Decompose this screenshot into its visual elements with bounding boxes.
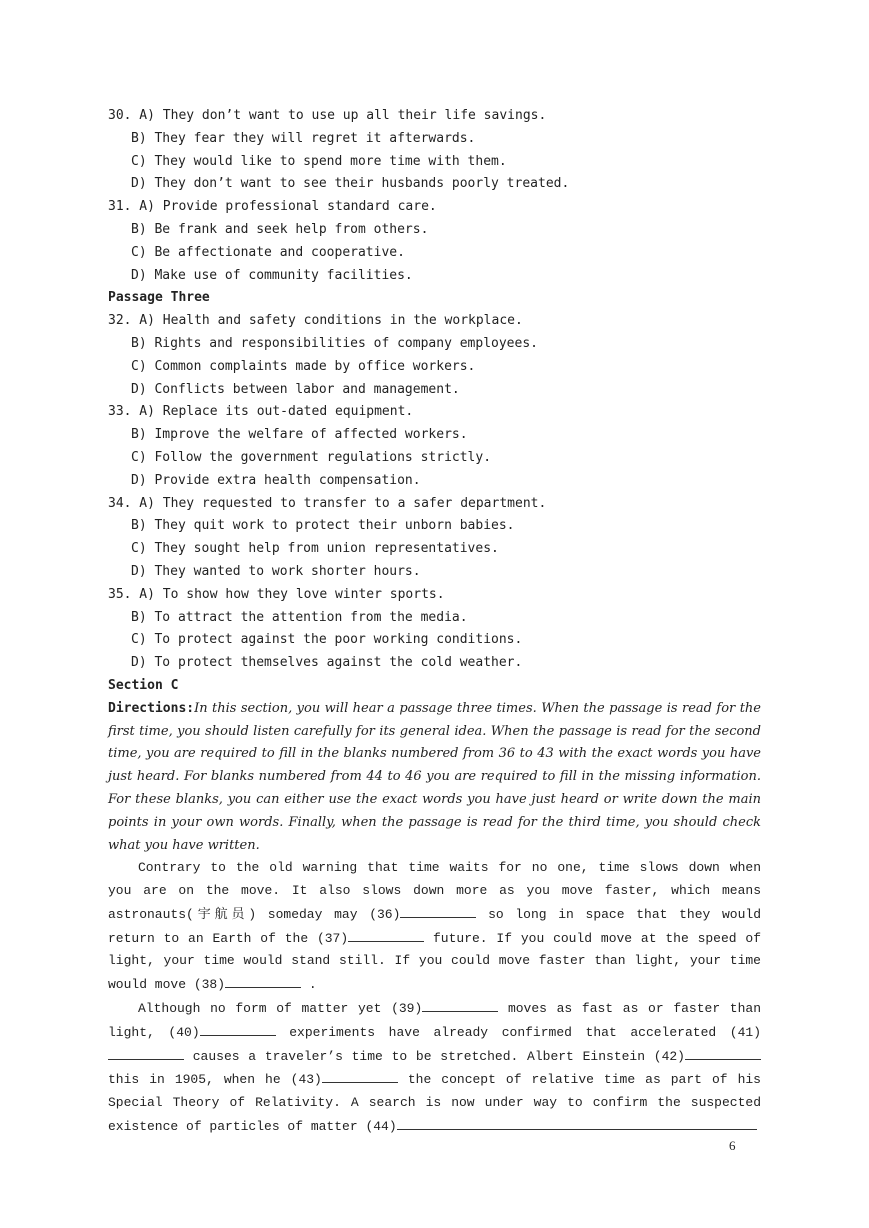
answer-option: B) To attract the attention from the media. (131, 609, 468, 625)
question-stem-option-a: 33. A) Replace its out-dated equipment. (108, 404, 414, 420)
passage-text: moves as fast as or faster than light, (108, 1001, 762, 1040)
passage-text: the concept of relative time as part of his Special Theory of Relativity. A search is now under way to confirm the suspected existence of particles of matter (108, 1072, 761, 1135)
passage-text: so long in space that they would return to an Earth of the (108, 906, 761, 946)
answer-option: D) They don’t want to see their husbands poorly treated. (131, 176, 570, 192)
question-stem-option-a: 32. A) Health and safety conditions in the workplace. (108, 313, 523, 329)
blank-number-40: (40) (168, 1024, 200, 1040)
answer-option: D) To protect themselves against the cold weather. (131, 655, 523, 671)
blank-number-43: (43) (290, 1072, 322, 1088)
directions-paragraph (108, 698, 761, 858)
passage-text: Although no form of matter yet (138, 1001, 392, 1017)
blank-number-38: (38) (193, 977, 226, 993)
question-stem-option-a: 30. A) They don’t want to use up all their life savings. (108, 108, 547, 123)
directions-label: Directions: (108, 700, 195, 716)
answer-option: B) Be frank and seek help from others. (131, 221, 429, 237)
directions-text: In this section, you will hear a passage three times. When the passage is read for the first time, you should listen carefully for its general idea. When the passage is read for the second time, you are required to fill in the blanks numbered from 36 to 43 with the exact words you have just heard. For blanks numbered from 44 to 46 you are required to fill in the missing information. For these blanks, you can either use the exact words you have just heard or write down the main points in your own words. Finally, when the passage is read for the third time, you should check what you have written. (108, 700, 761, 853)
section-c-heading: Section C (108, 677, 179, 693)
answer-blank-39[interactable] (422, 997, 498, 1012)
answer-blank-40[interactable] (200, 1021, 276, 1036)
answer-option: B) They quit work to protect their unborn babies. (131, 518, 515, 534)
passage-text: causes a traveler’s time to be stretched. Albert Einstein (184, 1048, 654, 1064)
answer-blank-37[interactable] (348, 927, 424, 942)
passage-text: this in 1905, when he (108, 1072, 291, 1088)
answer-blank-38[interactable] (225, 973, 301, 988)
question-stem-option-a: 35. A) To show how they love winter sports. (108, 586, 445, 602)
answer-option: C) Be affectionate and cooperative. (131, 244, 405, 260)
answer-option: D) Provide extra health compensation. (131, 472, 421, 488)
answer-blank-44[interactable] (397, 1115, 757, 1130)
answer-option: B) Rights and responsibilities of company employees. (131, 335, 538, 351)
passage-three-heading: Passage Three (108, 290, 210, 306)
passage-paragraph-2 (108, 997, 761, 1139)
blank-number-39: (39) (391, 1001, 423, 1017)
passage-text: experiments have already confirmed that accelerated (275, 1024, 730, 1040)
blank-number-36: (36) (369, 906, 401, 922)
blank-number-37: (37) (316, 930, 349, 946)
answer-option: D) Conflicts between labor and management. (131, 381, 460, 397)
answer-option: C) To protect against the poor working conditions. (131, 632, 523, 648)
question-group-b (108, 310, 761, 675)
answer-blank-36[interactable] (400, 903, 476, 918)
passage-paragraph-1 (108, 857, 761, 997)
question-group-a (108, 105, 761, 287)
page-number: 6 (729, 1138, 736, 1153)
answer-option: C) They would like to spend more time with them. (131, 153, 507, 169)
answer-blank-42[interactable] (685, 1045, 761, 1060)
answer-option: B) Improve the welfare of affected workers. (131, 427, 468, 443)
passage-text: . (301, 977, 317, 993)
answer-blank-43[interactable] (322, 1068, 398, 1083)
question-stem-option-a: 34. A) They requested to transfer to a safer department. (108, 495, 547, 511)
document-page (108, 105, 761, 1139)
question-stem-option-a: 31. A) Provide professional standard care. (108, 199, 437, 215)
blank-number-41: (41) (729, 1024, 762, 1040)
passage-text: Contrary to the old warning that time waits for no one, time slows down when you are on the move. It also slows down more as you move faster, which means astronauts(宇航员) someday may (108, 860, 761, 922)
passage-text: future. If you could move at the speed of light, your time would stand still. If you could move faster than light, your time would move (108, 930, 761, 993)
answer-option: B) They fear they will regret it afterwards. (131, 130, 476, 146)
blank-number-42: (42) (653, 1048, 685, 1064)
answer-option: D) Make use of community facilities. (131, 267, 413, 283)
answer-option: C) Follow the government regulations strictly. (131, 449, 492, 465)
blank-number-44: (44) (365, 1119, 397, 1135)
answer-option: C) They sought help from union representatives. (131, 541, 499, 557)
answer-blank-41[interactable] (108, 1045, 184, 1060)
answer-option: D) They wanted to work shorter hours. (131, 563, 421, 579)
answer-option: C) Common complaints made by office workers. (131, 358, 476, 374)
